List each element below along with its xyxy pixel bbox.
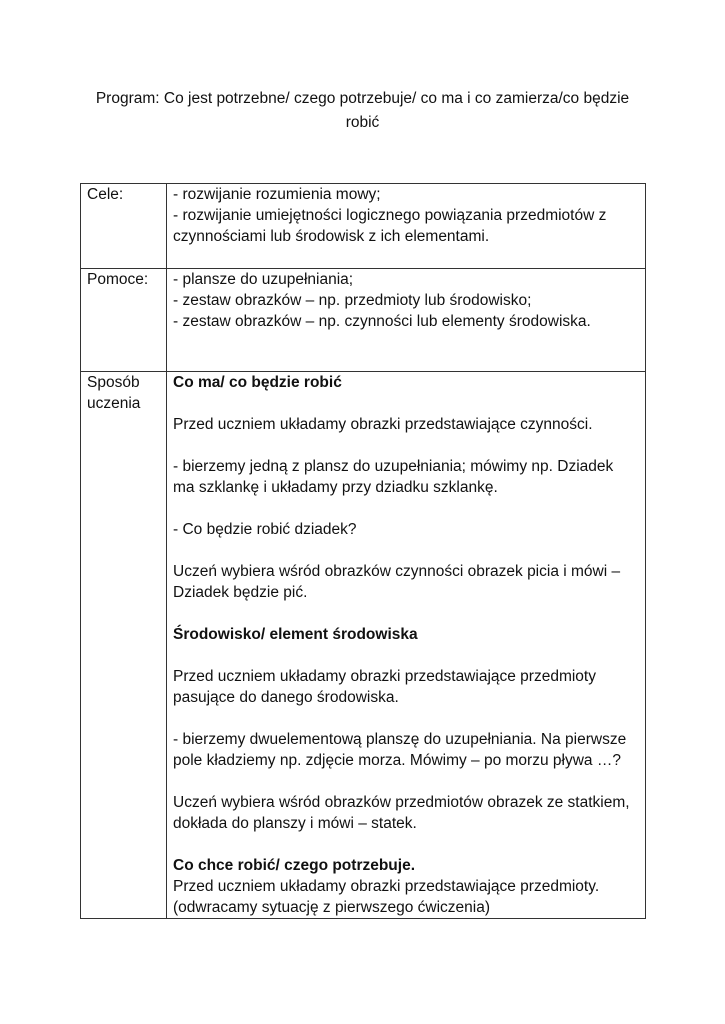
pomoce-label: Pomoce: — [87, 271, 149, 288]
paragraph-2-line-1: - bierzemy jedną z plansz do uzupełniania; mówimy np. Dziadek — [173, 458, 614, 475]
table-row-cele — [81, 184, 646, 269]
paragraph-6-line-2: pole kładziemy np. zdjęcie morza. Mówimy – po morzu pływa …? — [173, 752, 621, 769]
cele-line-3: czynnościami lub środowisk z ich elementami. — [173, 228, 490, 245]
table-row-pomoce — [81, 269, 646, 372]
section-heading-co-ma: Co ma/ co będzie robić — [173, 374, 342, 391]
pomoce-line-1: - plansze do uzupełniania; — [173, 271, 354, 288]
title-line-2: robić — [345, 114, 380, 131]
cele-label: Cele: — [87, 186, 124, 203]
pomoce-line-3: - zestaw obrazków – np. czynności lub elementy środowiska. — [173, 313, 591, 330]
paragraph-7-line-2: dokłada do planszy i mówi – statek. — [173, 815, 417, 832]
paragraph-8-line-2: (odwracamy sytuację z pierwszego ćwiczenia) — [173, 899, 491, 916]
sposob-label-line-2: uczenia — [87, 395, 141, 412]
paragraph-5-line-2: pasujące do danego środowiska. — [173, 689, 399, 706]
cele-label-cell — [81, 184, 167, 269]
paragraph-5-line-1: Przed uczniem układamy obrazki przedstawiające przedmioty — [173, 668, 596, 685]
cele-content-cell — [167, 184, 646, 269]
pomoce-label-cell — [81, 269, 167, 372]
pomoce-line-2: - zestaw obrazków – np. przedmioty lub środowisko; — [173, 292, 532, 309]
sposob-content-cell — [167, 372, 646, 919]
cele-line-2: - rozwijanie umiejętności logicznego powiązania przedmiotów z — [173, 207, 607, 224]
paragraph-2-line-2: ma szklankę i układamy przy dziadku szklankę. — [173, 479, 498, 496]
paragraph-3: - Co będzie robić dziadek? — [173, 521, 357, 538]
section-heading-co-chce: Co chce robić/ czego potrzebuje. — [173, 857, 416, 874]
table-row-sposob — [81, 372, 646, 919]
paragraph-4-line-1: Uczeń wybiera wśród obrazków czynności obrazek picia i mówi – — [173, 563, 621, 580]
sposob-label-line-1: Sposób — [87, 374, 140, 391]
title-line-1: Program: Co jest potrzebne/ czego potrzebuje/ co ma i co zamierza/co będzie — [95, 90, 630, 107]
document-title — [80, 87, 645, 135]
sposob-label-cell — [81, 372, 167, 919]
section-heading-srodowisko: Środowisko/ element środowiska — [173, 626, 418, 643]
paragraph-1: Przed uczniem układamy obrazki przedstawiające czynności. — [173, 416, 593, 433]
paragraph-6-line-1: - bierzemy dwuelementową planszę do uzupełniania. Na pierwsze — [173, 731, 627, 748]
pomoce-content-cell — [167, 269, 646, 372]
paragraph-7-line-1: Uczeń wybiera wśród obrazków przedmiotów obrazek ze statkiem, — [173, 794, 630, 811]
paragraph-4-line-2: Dziadek będzie pić. — [173, 584, 308, 601]
cele-line-1: - rozwijanie rozumienia mowy; — [173, 186, 381, 203]
program-table — [80, 183, 646, 919]
paragraph-8-line-1: Przed uczniem układamy obrazki przedstawiające przedmioty. — [173, 878, 600, 895]
